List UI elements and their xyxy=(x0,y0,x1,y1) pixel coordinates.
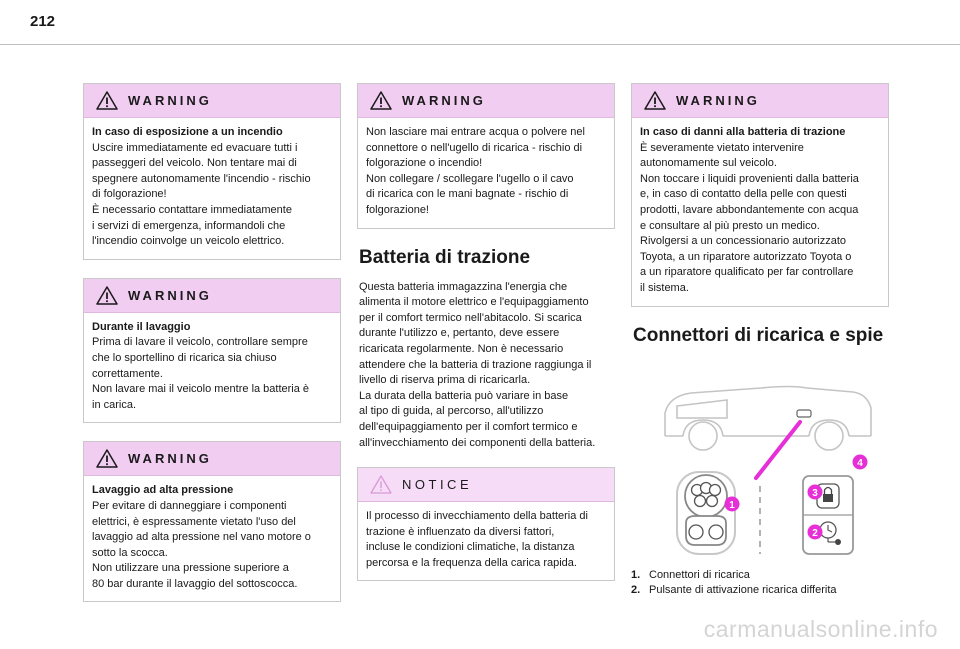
section-title: Connettori di ricarica e spie xyxy=(633,324,884,346)
warning-title: WARNING xyxy=(676,93,760,108)
warning-header xyxy=(358,84,614,118)
header-divider xyxy=(0,44,960,45)
legend-text: Connettori di ricarica xyxy=(649,568,750,581)
section-title: Batteria di trazione xyxy=(359,246,531,268)
notice-box xyxy=(357,467,615,581)
column-right xyxy=(631,83,889,599)
warning-heading: In caso di danni alla batteria di trazione xyxy=(640,126,846,138)
callout-label: 3 xyxy=(812,487,818,499)
warning-heading: Durante il lavaggio xyxy=(92,320,191,333)
warning-body xyxy=(84,476,340,601)
notice-body xyxy=(358,502,614,580)
warning-box-water xyxy=(357,83,615,229)
charging-connectors-figure xyxy=(631,358,889,558)
callout-label: 1 xyxy=(729,499,735,511)
warning-header xyxy=(632,84,888,118)
notice-header xyxy=(358,468,614,502)
legend-text: Pulsante di attivazione ricarica differita xyxy=(649,584,837,597)
warning-triangle-icon xyxy=(96,286,118,305)
warning-box-battery-damage xyxy=(631,83,889,307)
warning-box-fire xyxy=(83,83,341,260)
callout-layer xyxy=(631,358,889,558)
callout-label: 2 xyxy=(812,527,818,539)
warning-title: WARNING xyxy=(402,93,486,108)
warning-triangle-icon xyxy=(96,91,118,110)
callout-3 xyxy=(808,484,823,499)
figure-legend xyxy=(631,568,889,599)
legend-item xyxy=(631,568,889,584)
callout-2 xyxy=(808,524,823,539)
warning-body xyxy=(358,118,614,228)
warning-box-washing xyxy=(83,278,341,424)
warning-header xyxy=(84,279,340,313)
callout-4 xyxy=(853,454,868,469)
warning-body xyxy=(84,313,340,423)
callout-1 xyxy=(725,496,740,511)
warning-triangle-icon xyxy=(644,91,666,110)
warning-body xyxy=(632,118,888,306)
warning-text: Uscire immediatamente ed evacuare tutti i passeggeri del veicolo. Non tentare mai di spegnere autonomamente l'incendio - rischio di folgorazione! È necessario contattare immediatamente i servizi di emergenza, informandoli che l'incendio coinvolge un veicolo elettrico. xyxy=(92,141,311,248)
warning-text: Non lasciare mai entrare acqua o polvere nel connettore o nell'ugello di ricarica - rischio di folgorazione o incendio! Non collegare / scollegare l'ugello o il cavo di ricarica con le mani bagnate - rischio di folgorazione! xyxy=(366,126,585,216)
legend-item xyxy=(631,583,889,599)
notice-text: Il processo di invecchiamento della batteria di trazione è influenzato da diversi fattori, incluse le condizioni climatiche, la distanza percorsa e la frequenza della carica rapida. xyxy=(366,510,588,569)
warning-box-pressure xyxy=(83,441,341,602)
warning-text: È severamente vietato intervenire autonomamente sul veicolo. Non toccare i liquidi provenienti dalla batteria e, in caso di contatto della pelle con questi prodotti, lavare abbondantemente con acqua e consultare al più presto un medico. Rivolgersi a un concessionario autorizzato Toyota, a un riparatore autorizzato Toyota o a un riparatore qualificato per far controllare il sistema. xyxy=(640,141,859,294)
notice-triangle-icon xyxy=(370,475,392,494)
column-left xyxy=(83,83,341,620)
warning-heading: In caso di esposizione a un incendio xyxy=(92,126,283,138)
warning-body xyxy=(84,118,340,259)
warning-heading: Lavaggio ad alta pressione xyxy=(92,484,234,497)
callout-label: 4 xyxy=(857,457,863,469)
warning-title: WARNING xyxy=(128,287,212,303)
warning-triangle-icon xyxy=(370,91,392,110)
warning-text: Per evitare di danneggiare i componenti elettrici, è espressamente vietato l'uso del lavaggio ad alta pressione nel vano motore o sotto la scocca. Non utilizzare una pressione superiore a 80 bar durante il lavaggio del sottoscocca. xyxy=(92,499,311,590)
watermark: carmanualsonline.info xyxy=(703,616,938,642)
warning-title: WARNING xyxy=(128,93,212,108)
page-number: 212 xyxy=(30,13,56,30)
legend-number: 1. xyxy=(631,568,641,581)
warning-text: Prima di lavare il veicolo, controllare sempre che lo sportellino di ricarica sia chiuso correttamente. Non lavare mai il veicolo mentre la batteria è in carica. xyxy=(92,336,310,411)
warning-triangle-icon xyxy=(96,449,118,468)
notice-title: NOTICE xyxy=(402,477,473,493)
column-middle xyxy=(357,83,615,599)
warning-header xyxy=(84,442,340,476)
section-body: Questa batteria immagazzina l'energia che alimenta il motore elettrico e l'equipaggiamento per il comfort termico nell'abitacolo. Si scarica durante l'utilizzo e, pertanto, deve essere ricaricata regolarmente. Non è necessario attendere che la batteria di trazione raggiunga il livello di riserva prima di ricaricarla. La durata della batteria può variare in base al tipo di guida, al percorso, all'utilizzo dell'equipaggiamento per il comfort termico e all'invecchiamento dei componenti della batteria. xyxy=(359,280,596,449)
warning-title: WARNING xyxy=(128,451,212,467)
warning-header xyxy=(84,84,340,118)
legend-number: 2. xyxy=(631,584,641,597)
